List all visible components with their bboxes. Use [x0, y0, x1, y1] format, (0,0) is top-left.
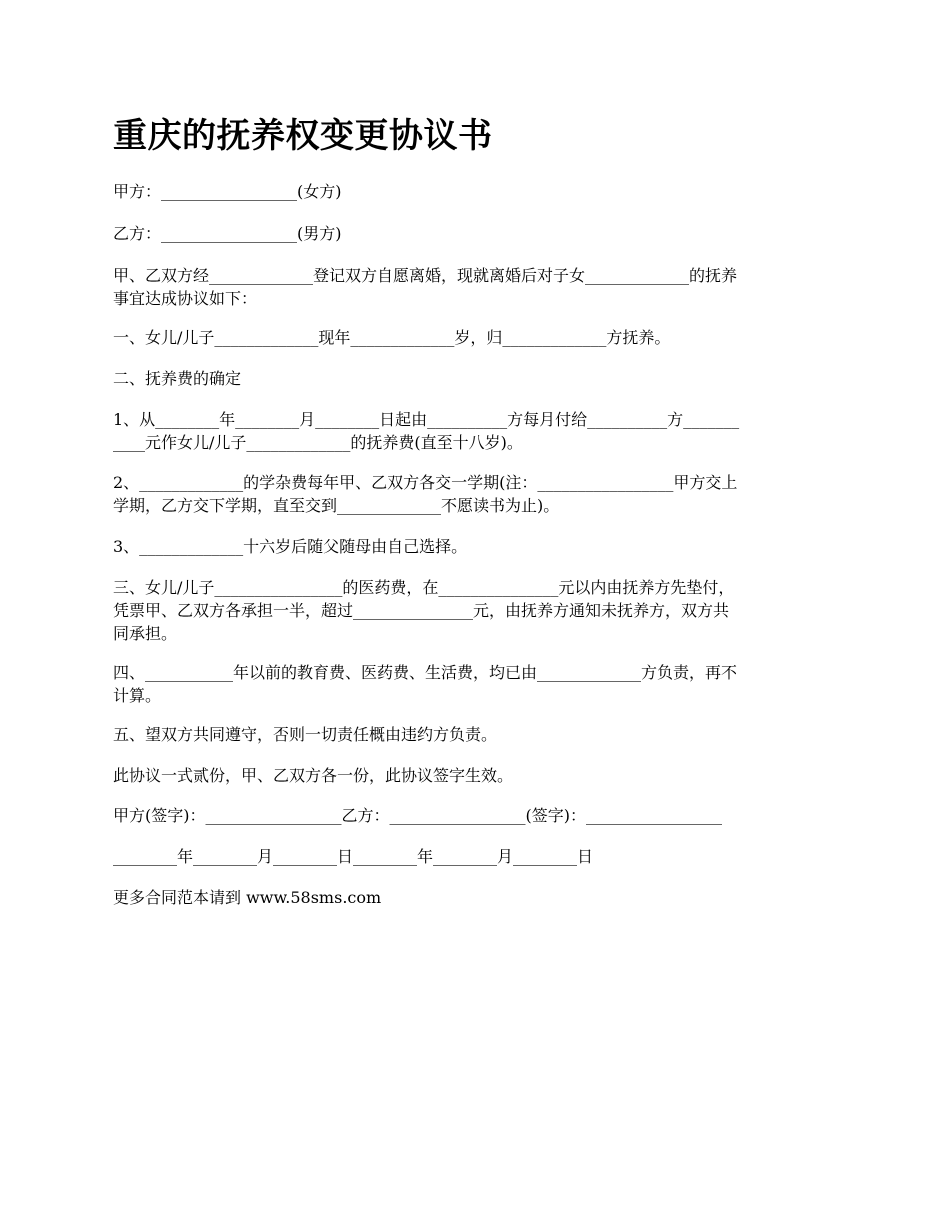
text-line: ________年________月________日________年________月________日 — [113, 847, 594, 866]
clause-3-medical — [113, 576, 841, 645]
text-line: 一、女儿/儿子_____________现年_____________岁，归_____________方抚养。 — [113, 328, 671, 347]
text-line: 事宜达成协议如下： — [113, 289, 258, 308]
text-line: 甲方(签字)：_________________乙方：_________________(签字)：_________________ — [113, 806, 722, 825]
text-line: 1、从________年________月________日起由__________方每月付给__________方_______ — [113, 410, 740, 429]
clause-5-compliance — [113, 723, 841, 746]
footer-note: 更多合同范本请到 www.58sms.com — [113, 888, 382, 907]
text-line: 3、_____________十六岁后随父随母由自己选择。 — [113, 537, 468, 556]
party-a-line — [113, 180, 841, 203]
clause-2-item-2 — [113, 471, 841, 517]
text-line: 同承担。 — [113, 624, 178, 643]
clause-4-prior-expenses — [113, 661, 841, 707]
text-line: 三、女儿/儿子________________的医药费，在_______________元以内由抚养方先垫付， — [113, 578, 735, 597]
clause-2-item-3 — [113, 535, 841, 558]
text-line: 2、_____________的学杂费每年甲、乙双方各交一学期(注：_________________甲方交上 — [113, 473, 738, 492]
text-line: 甲、乙双方经_____________登记双方自愿离婚，现就离婚后对子女_____________的抚养 — [113, 266, 738, 285]
clause-2-item-1 — [113, 408, 841, 454]
text-line: 四、___________年以前的教育费、医药费、生活费，均已由_____________方负责，再不 — [113, 663, 738, 682]
text-line: 计算。 — [113, 686, 162, 705]
text-line: 乙方：_________________(男方) — [113, 224, 342, 243]
text-line: 此协议一式贰份，甲、乙双方各一份，此协议签字生效。 — [113, 766, 514, 785]
text-line: 甲方：_________________(女方) — [113, 182, 342, 201]
text-line: 二、抚养费的确定 — [113, 369, 242, 388]
text-line: 凭票甲、乙双方各承担一半，超过_______________元，由抚养方通知未抚养方，双方共 — [113, 601, 730, 620]
text-line: 五、望双方共同遵守，否则一切责任概由违约方负责。 — [113, 725, 498, 744]
copies-statement — [113, 764, 841, 787]
text-line: 学期，乙方交下学期，直至交到_____________不愿读书为止)。 — [113, 496, 560, 515]
signature-line — [113, 804, 841, 827]
text-line: ____元作女儿/儿子_____________的抚养费(直至十八岁)。 — [113, 433, 523, 452]
intro-paragraph — [113, 264, 841, 310]
party-b-line — [113, 222, 841, 245]
clause-1-custody — [113, 326, 841, 349]
document-title: 重庆的抚养权变更协议书 — [113, 116, 493, 156]
date-line — [113, 845, 841, 868]
clause-2-heading — [113, 367, 841, 390]
